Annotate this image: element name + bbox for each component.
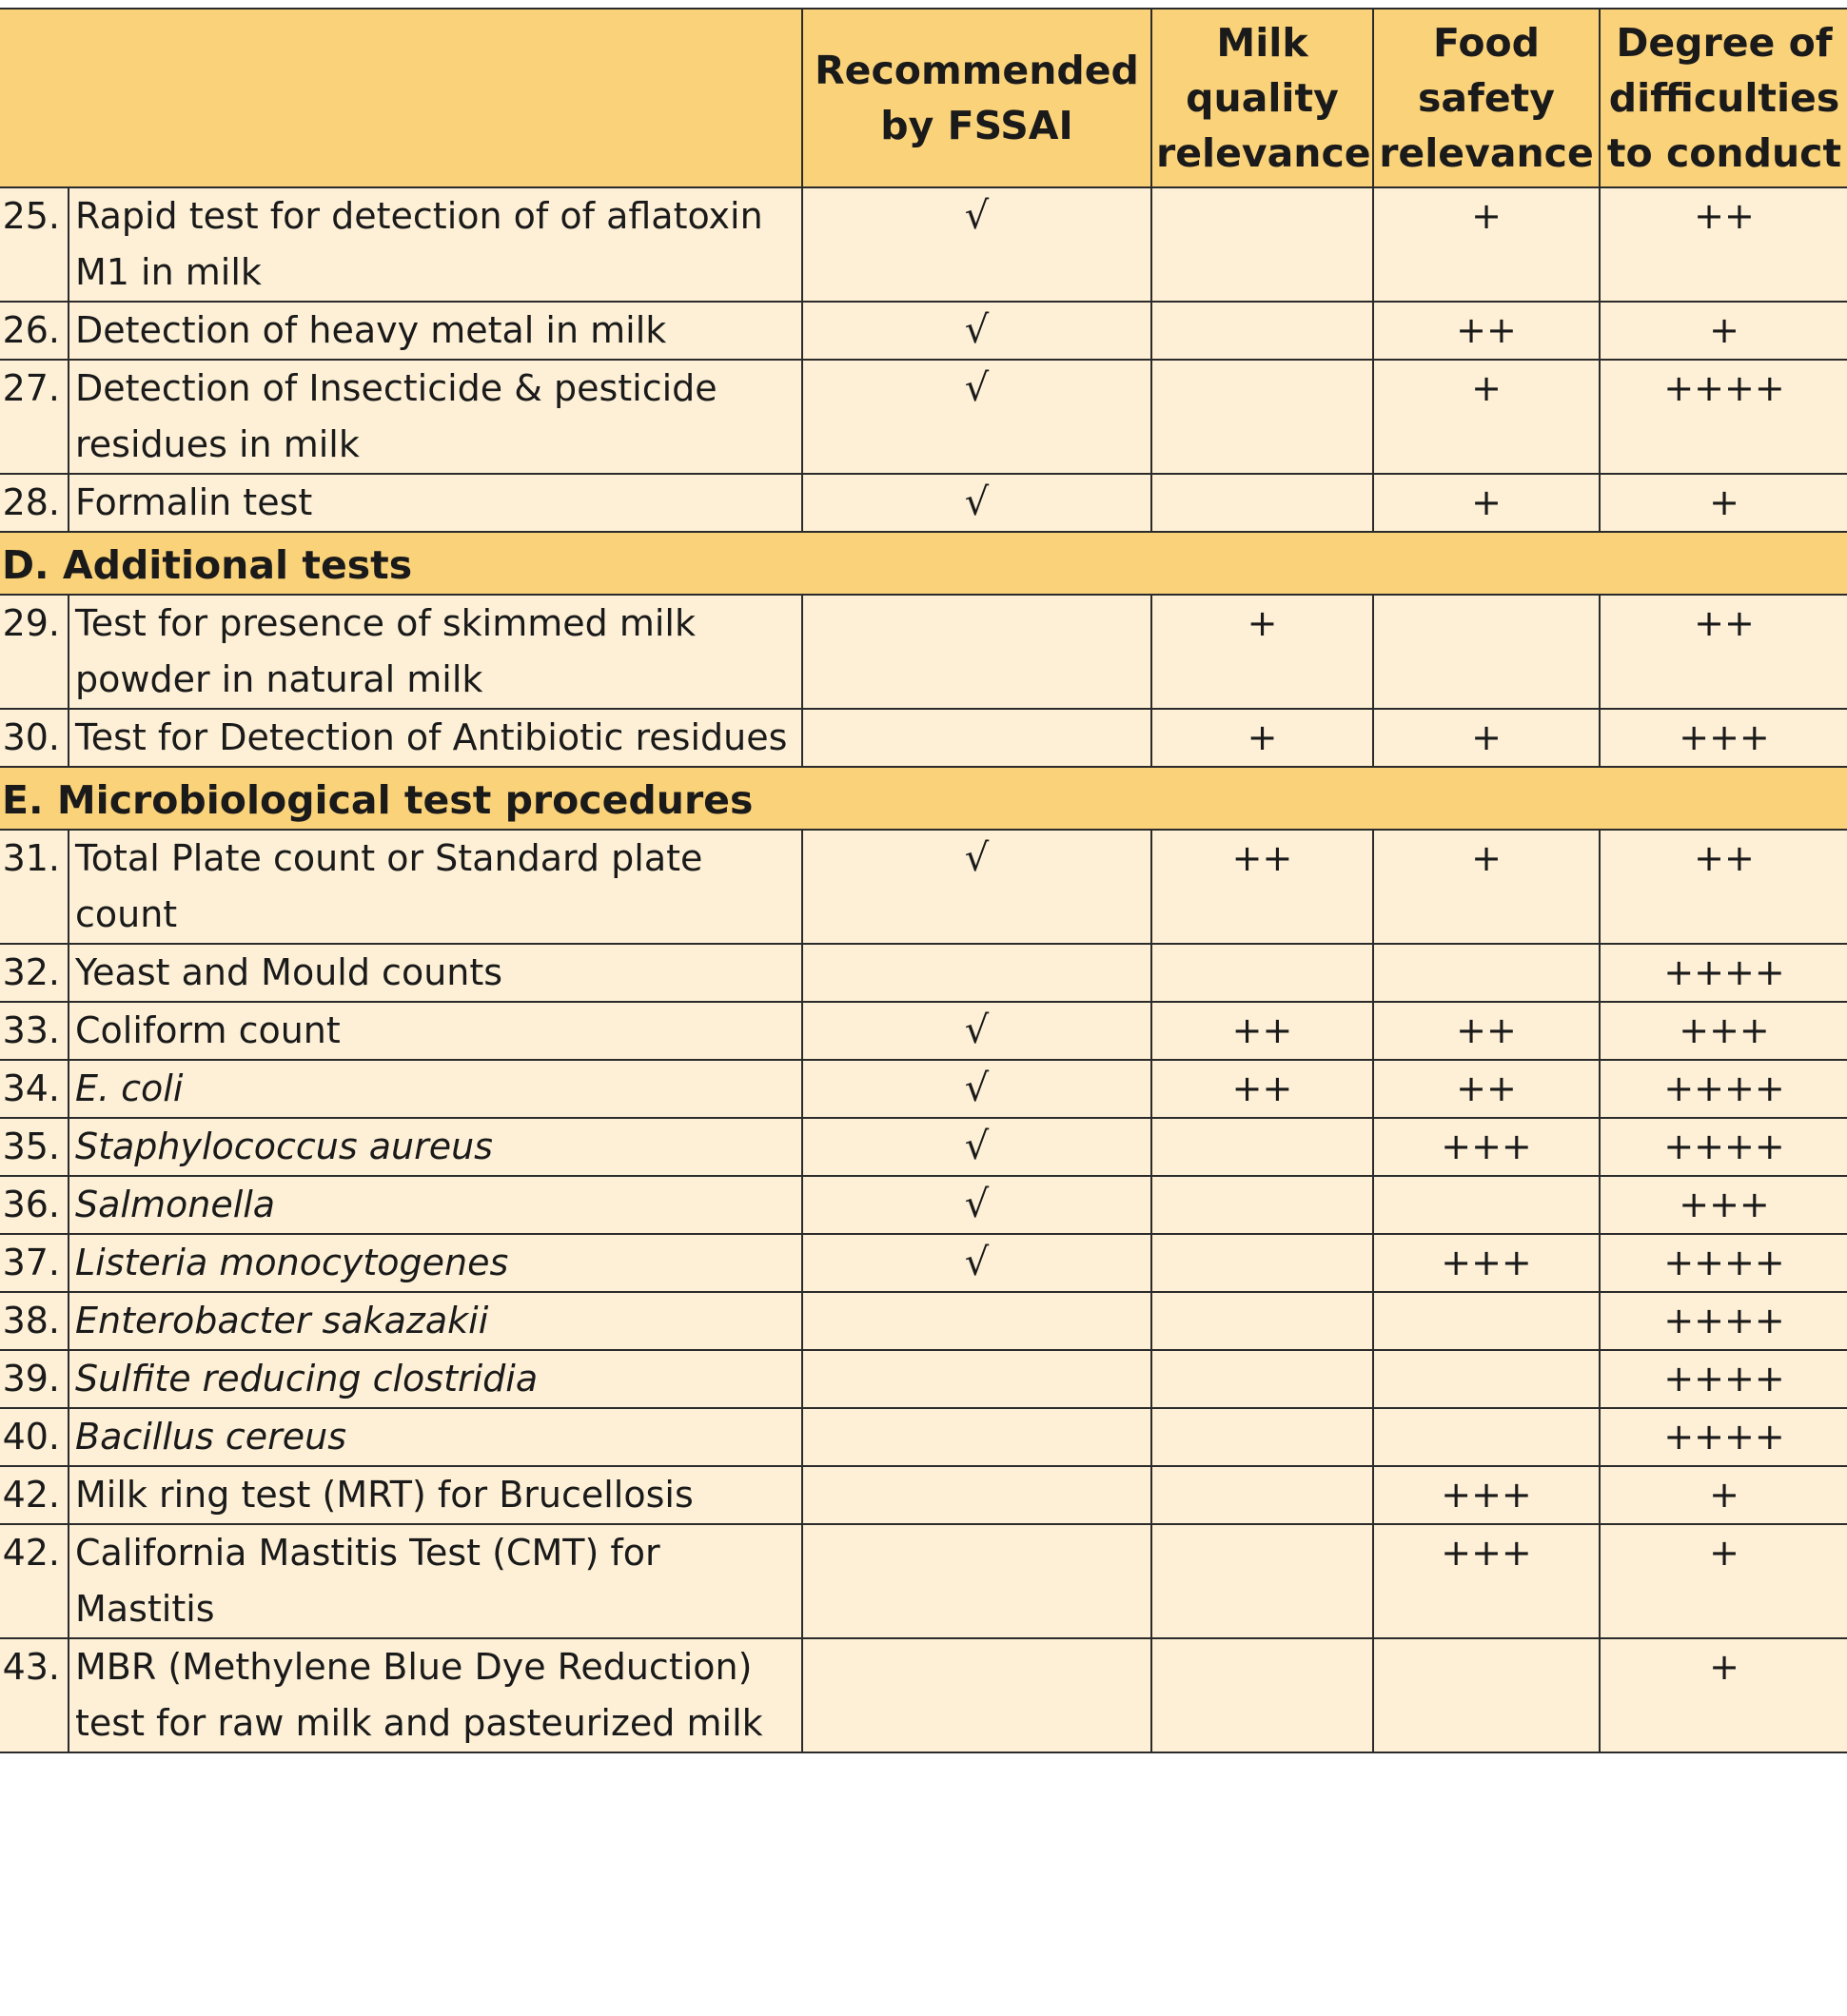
section-title: D. Additional tests (0, 532, 1847, 595)
food-safety-value: ++ (1373, 1060, 1600, 1118)
difficulty-value: ++++ (1600, 1234, 1847, 1292)
milk-quality-value (1151, 1638, 1373, 1752)
row-number: 29. (0, 595, 69, 709)
food-safety-value (1373, 1350, 1600, 1408)
difficulty-value: + (1600, 474, 1847, 532)
table-row (0, 1118, 1847, 1176)
header-milk-quality: Milk quality relevance (1151, 9, 1373, 187)
milk-quality-value (1151, 360, 1373, 474)
recommended-check: √ (802, 360, 1151, 474)
header-blank (0, 9, 802, 187)
test-name: MBR (Methylene Blue Dye Reduction) test for raw milk and pasteurized milk (69, 1638, 802, 1752)
difficulty-value: + (1600, 1638, 1847, 1752)
table-row (0, 1176, 1847, 1234)
food-safety-value: +++ (1373, 1466, 1600, 1524)
recommended-check: √ (802, 1234, 1151, 1292)
test-name: Salmonella (69, 1176, 802, 1234)
row-number: 38. (0, 1292, 69, 1350)
food-safety-value (1373, 944, 1600, 1002)
table-row (0, 302, 1847, 360)
row-number: 40. (0, 1408, 69, 1466)
milk-quality-value (1151, 1292, 1373, 1350)
row-number: 37. (0, 1234, 69, 1292)
difficulty-value: ++++ (1600, 1118, 1847, 1176)
row-number: 34. (0, 1060, 69, 1118)
row-number: 26. (0, 302, 69, 360)
recommended-check (802, 1408, 1151, 1466)
milk-quality-value: + (1151, 595, 1373, 709)
test-name: Total Plate count or Standard plate count (69, 830, 802, 944)
header-row (0, 9, 1847, 187)
milk-quality-value (1151, 1524, 1373, 1638)
recommended-check: √ (802, 1176, 1151, 1234)
milk-quality-value (1151, 1234, 1373, 1292)
row-number: 39. (0, 1350, 69, 1408)
recommended-check: √ (802, 830, 1151, 944)
row-number: 31. (0, 830, 69, 944)
table-row (0, 474, 1847, 532)
row-number: 42. (0, 1466, 69, 1524)
test-name: Test for presence of skimmed milk powder in natural milk (69, 595, 802, 709)
row-number: 42. (0, 1524, 69, 1638)
table-row (0, 1350, 1847, 1408)
milk-quality-value (1151, 1118, 1373, 1176)
test-name: Rapid test for detection of of aflatoxin M1 in milk (69, 187, 802, 302)
difficulty-value: ++ (1600, 187, 1847, 302)
recommended-check (802, 1524, 1151, 1638)
table-row (0, 1466, 1847, 1524)
difficulty-value: ++++ (1600, 1060, 1847, 1118)
food-safety-value: + (1373, 474, 1600, 532)
test-name: Bacillus cereus (69, 1408, 802, 1466)
row-number: 30. (0, 709, 69, 767)
difficulty-value: + (1600, 302, 1847, 360)
food-safety-value: ++ (1373, 1002, 1600, 1060)
difficulty-value: + (1600, 1524, 1847, 1638)
table-body (0, 187, 1847, 1752)
recommended-check (802, 1466, 1151, 1524)
row-number: 32. (0, 944, 69, 1002)
food-safety-value (1373, 1408, 1600, 1466)
milk-quality-value (1151, 1176, 1373, 1234)
section-row (0, 767, 1847, 830)
test-name: E. coli (69, 1060, 802, 1118)
table-row (0, 1638, 1847, 1752)
test-name: Coliform count (69, 1002, 802, 1060)
food-safety-value: ++ (1373, 302, 1600, 360)
table-row (0, 1524, 1847, 1638)
table-row (0, 1060, 1847, 1118)
table-row (0, 187, 1847, 302)
row-number: 27. (0, 360, 69, 474)
milk-quality-value (1151, 187, 1373, 302)
food-safety-value: +++ (1373, 1234, 1600, 1292)
milk-quality-value: ++ (1151, 1060, 1373, 1118)
table-row (0, 944, 1847, 1002)
table-row (0, 595, 1847, 709)
recommended-check: √ (802, 474, 1151, 532)
table-row (0, 1408, 1847, 1466)
food-safety-value: +++ (1373, 1524, 1600, 1638)
recommended-check (802, 709, 1151, 767)
food-safety-value (1373, 1638, 1600, 1752)
header-food-safety: Food safety relevance (1373, 9, 1600, 187)
food-safety-value (1373, 595, 1600, 709)
test-name: Listeria monocytogenes (69, 1234, 802, 1292)
table-row (0, 830, 1847, 944)
row-number: 35. (0, 1118, 69, 1176)
difficulty-value: ++++ (1600, 1408, 1847, 1466)
row-number: 33. (0, 1002, 69, 1060)
row-number: 25. (0, 187, 69, 302)
recommended-check (802, 1350, 1151, 1408)
milk-quality-value (1151, 944, 1373, 1002)
milk-quality-value: ++ (1151, 1002, 1373, 1060)
recommended-check: √ (802, 187, 1151, 302)
food-safety-value (1373, 1176, 1600, 1234)
test-name: California Mastitis Test (CMT) for Mastitis (69, 1524, 802, 1638)
table-row (0, 1234, 1847, 1292)
milk-quality-value: + (1151, 709, 1373, 767)
food-safety-value: + (1373, 187, 1600, 302)
test-name: Milk ring test (MRT) for Brucellosis (69, 1466, 802, 1524)
difficulty-value: ++ (1600, 830, 1847, 944)
recommended-check: √ (802, 302, 1151, 360)
header-difficulty: Degree of difficulties to conduct (1600, 9, 1847, 187)
table-row (0, 1002, 1847, 1060)
difficulty-value: +++ (1600, 709, 1847, 767)
section-row (0, 532, 1847, 595)
difficulty-value: +++ (1600, 1002, 1847, 1060)
milk-quality-value (1151, 302, 1373, 360)
table-row (0, 1292, 1847, 1350)
row-number: 36. (0, 1176, 69, 1234)
difficulty-value: ++++ (1600, 1292, 1847, 1350)
test-name: Formalin test (69, 474, 802, 532)
food-safety-value: + (1373, 830, 1600, 944)
milk-quality-value (1151, 1408, 1373, 1466)
difficulty-value: ++++ (1600, 944, 1847, 1002)
test-name: Staphylococcus aureus (69, 1118, 802, 1176)
food-safety-value: + (1373, 360, 1600, 474)
test-name: Enterobacter sakazakii (69, 1292, 802, 1350)
milk-quality-value (1151, 1466, 1373, 1524)
recommended-check (802, 944, 1151, 1002)
milk-quality-value: ++ (1151, 830, 1373, 944)
test-name: Test for Detection of Antibiotic residues (69, 709, 802, 767)
recommended-check: √ (802, 1002, 1151, 1060)
difficulty-value: ++++ (1600, 360, 1847, 474)
milk-tests-table (0, 8, 1847, 1753)
recommended-check: √ (802, 1118, 1151, 1176)
food-safety-value: +++ (1373, 1118, 1600, 1176)
difficulty-value: +++ (1600, 1176, 1847, 1234)
difficulty-value: ++ (1600, 595, 1847, 709)
difficulty-value: ++++ (1600, 1350, 1847, 1408)
food-safety-value (1373, 1292, 1600, 1350)
row-number: 43. (0, 1638, 69, 1752)
difficulty-value: + (1600, 1466, 1847, 1524)
test-name: Detection of Insecticide & pesticide residues in milk (69, 360, 802, 474)
food-safety-value: + (1373, 709, 1600, 767)
recommended-check (802, 1638, 1151, 1752)
recommended-check (802, 595, 1151, 709)
test-name: Sulfite reducing clostridia (69, 1350, 802, 1408)
milk-quality-value (1151, 474, 1373, 532)
recommended-check (802, 1292, 1151, 1350)
section-title: E. Microbiological test procedures (0, 767, 1847, 830)
test-name: Yeast and Mould counts (69, 944, 802, 1002)
header-recommended: Recommended by FSSAI (802, 9, 1151, 187)
table-row (0, 709, 1847, 767)
row-number: 28. (0, 474, 69, 532)
milk-quality-value (1151, 1350, 1373, 1408)
test-name: Detection of heavy metal in milk (69, 302, 802, 360)
table-row (0, 360, 1847, 474)
recommended-check: √ (802, 1060, 1151, 1118)
